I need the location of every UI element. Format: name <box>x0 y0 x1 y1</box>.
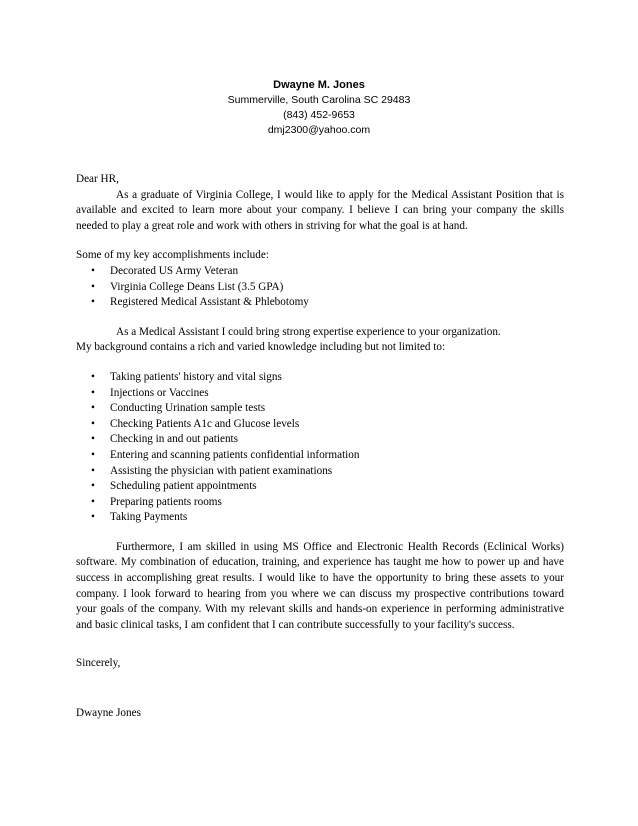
list-item: • Taking patients' history and vital signs <box>76 370 564 386</box>
list-item: • Checking Patients A1c and Glucose levels <box>76 417 564 433</box>
bullet-icon: • <box>91 495 95 508</box>
bullet-icon: • <box>91 264 95 277</box>
sender-email: dmj2300@yahoo.com <box>267 124 371 136</box>
accomplishments-heading: Some of my key accomplishments include: <box>76 249 269 262</box>
background-paragraph-line2: My background contains a rich and varied knowledge including but not limited to: <box>76 341 446 354</box>
contact-header <box>0 78 638 138</box>
bullet-icon: • <box>91 448 95 461</box>
bullet-icon: • <box>91 433 95 446</box>
closing-paragraph: Furthermore, I am skilled in using MS Office and Electronic Health Records (Eclinical Works) software. My combination of education, training, and experience has taught me how to power up and have success in accomplishing great results. I would like to have the opportunity to bring these assets to your company. I look forward to hearing from you where we can discuss my prospective contributions toward your goals of the company. With my relevant skills and hands-on experience in performing administrative and basic clinical tasks, I am confident that I can contribute successfully to your facility's success. <box>76 540 564 631</box>
list-item: • Preparing patients rooms <box>76 495 564 511</box>
list-item: • Virginia College Deans List (3.5 GPA) <box>76 280 564 296</box>
list-item: • Entering and scanning patients confidential information <box>76 448 564 464</box>
signature: Dwayne Jones <box>76 707 141 720</box>
sender-address: Summerville, South Carolina SC 29483 <box>227 94 411 106</box>
valediction: Sincerely, <box>76 657 121 670</box>
accomplishments-list <box>76 264 564 311</box>
intro-paragraph: As a graduate of Virginia College, I would like to apply for the Medical Assistant Position that is available and excited to learn more about your company. I believe I can bring your company the skills needed to play a great role and work with others in striving for what the goal is at hand. <box>76 188 564 232</box>
list-item: • Conducting Urination sample tests <box>76 401 564 417</box>
salutation: Dear HR, <box>76 173 119 185</box>
list-item: • Scheduling patient appointments <box>76 479 564 495</box>
bullet-icon: • <box>91 296 95 309</box>
background-paragraph-line1: As a Medical Assistant I could bring strong expertise experience to your organization. <box>116 325 501 338</box>
list-item: • Assisting the physician with patient examinations <box>76 464 564 480</box>
bullet-icon: • <box>91 480 95 493</box>
list-item: • Taking Payments <box>76 510 564 526</box>
bullet-icon: • <box>91 386 95 399</box>
letter-body <box>76 172 564 722</box>
bullet-icon: • <box>91 280 95 293</box>
sender-name: Dwayne M. Jones <box>273 79 365 91</box>
bullet-icon: • <box>91 402 95 415</box>
bullet-icon: • <box>91 511 95 524</box>
bullet-icon: • <box>91 464 95 477</box>
list-item: • Decorated US Army Veteran <box>76 264 564 280</box>
skills-list <box>76 370 564 526</box>
bullet-icon: • <box>91 370 95 383</box>
bullet-icon: • <box>91 417 95 430</box>
sender-phone: (843) 452-9653 <box>283 109 355 121</box>
list-item: • Registered Medical Assistant & Phlebotomy <box>76 295 564 311</box>
list-item: • Injections or Vaccines <box>76 386 564 402</box>
list-item: • Checking in and out patients <box>76 432 564 448</box>
